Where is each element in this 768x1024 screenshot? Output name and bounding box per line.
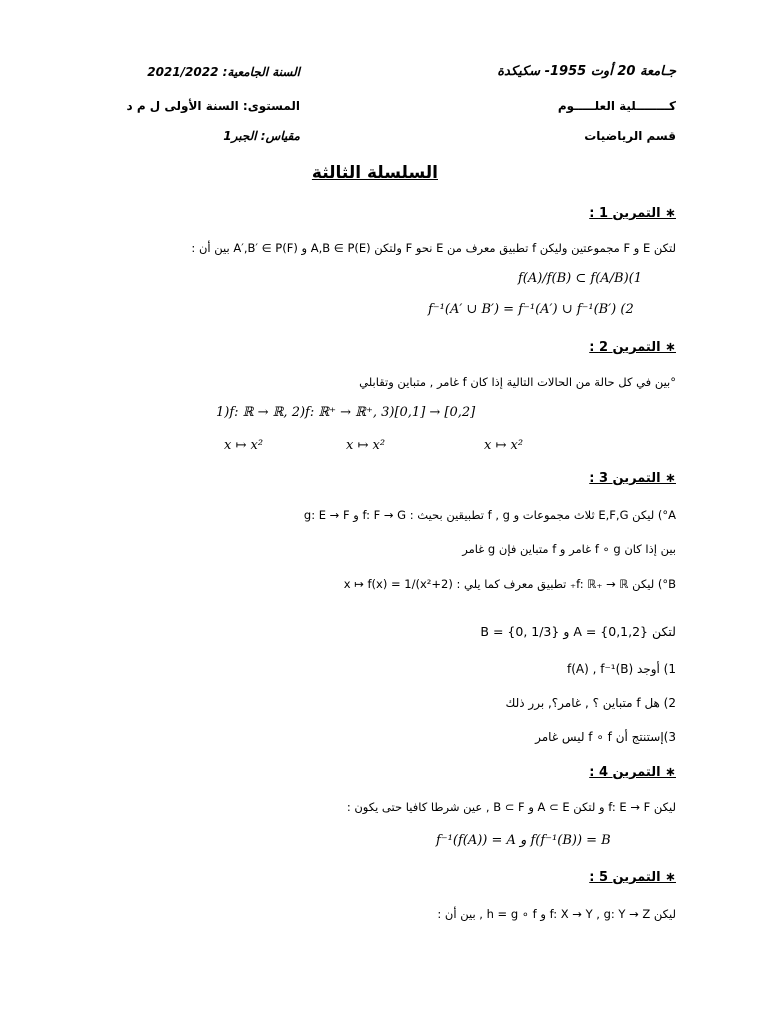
ex3-part-a: A°) ليكن E,F,G ثلاث مجموعات و f , g تطبيقين بحيث : f: F → G و g: E → F [303, 508, 676, 522]
ex1-intro: لتكن E و F مجموعتين وليكن f تطبيق معرف من E نحو F ولتكن A,B ∈ P(E) و A′,B′ ∈ P(F) بين أن : [191, 241, 676, 255]
ex3-heading: ∗ التمرين 3 : [589, 471, 676, 486]
ex4-intro: ليكن f: E → F و لتكن A ⊂ E و B ⊂ F , عين شرطا كافيا حتى يكون : [346, 800, 676, 814]
ex3-part-b: B°) ليكن f: ℝ₊ → ℝ₊ تطبيق معرف كما يلي : x ↦ f(x) = 1/(x²+2) [343, 577, 676, 591]
ex3-question-2: 2) هل f متباين ؟ , غامر؟, برر ذلك [505, 696, 676, 710]
ex2-heading: ∗ التمرين 2 : [589, 340, 676, 355]
ex4-formula: f⁻¹(f(A)) = A و f(f⁻¹(B)) = B [436, 833, 611, 848]
ex3-question-3: 3)إستنتج أن f ∘ f ليس غامر [535, 730, 676, 744]
ex1-item1: f(A)/f(B) ⊂ f(A/B)(1 [518, 271, 643, 286]
level: المستوى: السنة الأولى ل م د [126, 99, 300, 113]
ex2-intro: °بين في كل حالة من الحالات التالية إذا كان f غامر , متباين وتقابلي [359, 375, 676, 389]
module: مقياس: الجبر1 [223, 129, 300, 143]
university-name: جـامعة 20 أوت 1955- سكيكدة [497, 64, 676, 79]
ex3-part-a-show: بين إذا كان f ∘ g غامر و f متباين فإن g غامر [462, 542, 676, 556]
ex3-sets: لتكن A = {0,1,2} و B = {0, 1/3} [480, 624, 676, 639]
ex1-item2: f⁻¹(A′ ∪ B′) = f⁻¹(A′) ∪ f⁻¹(B′) (2 [428, 302, 634, 317]
ex5-heading: ∗ التمرين 5 : [589, 870, 676, 885]
ex4-heading: ∗ التمرين 4 : [589, 765, 676, 780]
academic-year: السنة الجامعية: 2021/2022 [147, 65, 300, 79]
ex2-rule-3: x ↦ x² [484, 438, 524, 453]
department-name: قسم الرياضيات [584, 129, 676, 143]
ex2-rule-1: x ↦ x² [224, 438, 264, 453]
faculty-name: كــــــــلية العلـــــوم [557, 99, 676, 113]
ex5-intro: ليكن f: X → Y , g: Y → Z و h = g ∘ f , بين أن : [437, 907, 676, 921]
page-title: السلسلة الثالثة [311, 163, 438, 183]
ex1-heading: ∗ التمرين 1 : [589, 206, 676, 221]
ex2-maps: 1)f: ℝ → ℝ, 2)f: ℝ⁺ → ℝ⁺, 3)[0,1] → [0,2] [216, 405, 476, 420]
ex2-rule-2: x ↦ x² [346, 438, 386, 453]
ex3-question-1: 1) أوجد f(A) , f⁻¹(B) [566, 662, 676, 676]
